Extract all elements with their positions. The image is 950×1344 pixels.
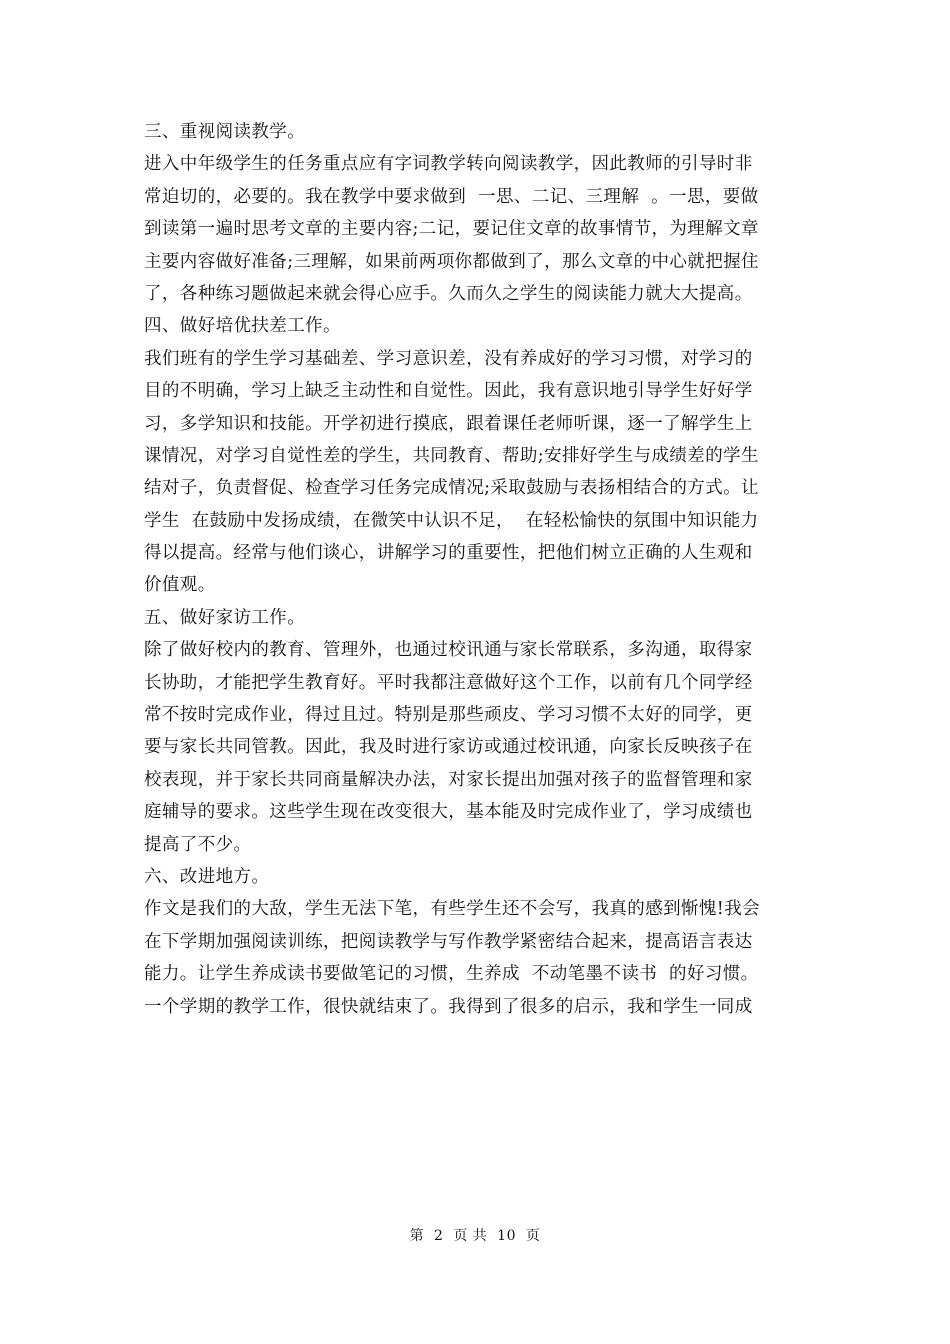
paragraph-line: 学生 在鼓励中发扬成绩，在微笑中认识不足， 在轻松愉快的氛围中知识能力 [144, 510, 759, 531]
page-number-footer: 第 2 页 共 10 页 [409, 1228, 541, 1244]
section-heading-tutoring: 四、做好培优扶差工作。 [144, 316, 341, 337]
paragraph-line: 主要内容做好准备;三理解，如果前两项你都做到了，那么文章的中心就把握住 [144, 251, 759, 272]
paragraph-line: 得以提高。经常与他们谈心，讲解学习的重要性，把他们树立正确的人生观和 [144, 543, 753, 564]
paragraph-line: 价值观。 [144, 575, 216, 596]
paragraph-line: 常不按时完成作业，得过且过。特别是那些顽皮、学习习惯不太好的同学，更 [144, 705, 753, 726]
paragraph-line: 习，多学知识和技能。开学初进行摸底，跟着课任老师听课，逐一了解学生上 [144, 413, 753, 434]
section-heading-improvements: 六、改进地方。 [144, 866, 270, 887]
paragraph-line: 要与家长共同管教。因此，我及时进行家访或通过校讯通，向家长反映孩子在 [144, 737, 753, 758]
paragraph-line: 庭辅导的要求。这些学生现在改变很大，基本能及时完成作业了，学习成绩也 [144, 802, 753, 823]
paragraph-line: 提高了不少。 [144, 834, 252, 855]
paragraph-line: 校表现，并于家长共同商量解决办法，对家长提出加强对孩子的监督管理和家 [144, 769, 753, 790]
paragraph-line: 长协助，才能把学生教育好。平时我都注意做好这个工作，以前有几个同学经 [144, 672, 753, 693]
paragraph-line: 除了做好校内的教育、管理外，也通过校讯通与家长常联系，多沟通，取得家 [144, 640, 753, 661]
paragraph-line: 到读第一遍时思考文章的主要内容;二记，要记住文章的故事情节，为理解文章 [144, 219, 759, 240]
paragraph-line: 常迫切的，必要的。我在教学中要求做到 一思、二记、三理解 。一思，要做 [144, 186, 759, 207]
paragraph-line: 作文是我们的大敌，学生无法下笔，有些学生还不会写，我真的感到惭愧!我会 [144, 899, 761, 920]
document-body [144, 116, 804, 1023]
paragraph-line: 目的不明确，学习上缺乏主动性和自觉性。因此，我有意识地引导学生好好学 [144, 381, 753, 402]
paragraph-line: 在下学期加强阅读训练，把阅读教学与写作教学紧密结合起来，提高语言表达 [144, 931, 753, 952]
paragraph-line: 进入中年级学生的任务重点应有字词教学转向阅读教学，因此教师的引导时非 [144, 154, 753, 175]
section-heading-home-visits: 五、做好家访工作。 [144, 607, 306, 628]
paragraph-line: 了，各种练习题做起来就会得心应手。久而久之学生的阅读能力就大大提高。 [144, 283, 753, 304]
paragraph-line: 结对子，负责督促、检查学习任务完成情况;采取鼓励与表扬相结合的方式。让 [144, 478, 759, 499]
section-heading-reading: 三、重视阅读教学。 [144, 122, 306, 142]
paragraph-line: 一个学期的教学工作，很快就结束了。我得到了很多的启示，我和学生一同成 [144, 996, 753, 1017]
paragraph-line: 能力。让学生养成读书要做笔记的习惯，生养成 不动笔墨不读书 的好习惯。 [144, 964, 759, 985]
paragraph-line: 我们班有的学生学习基础差、学习意识差，没有养成好的学习习惯，对学习的 [144, 348, 753, 369]
paragraph-line: 课情况，对学习自觉性差的学生，共同教育、帮助;安排好学生与成绩差的学生 [144, 445, 759, 466]
